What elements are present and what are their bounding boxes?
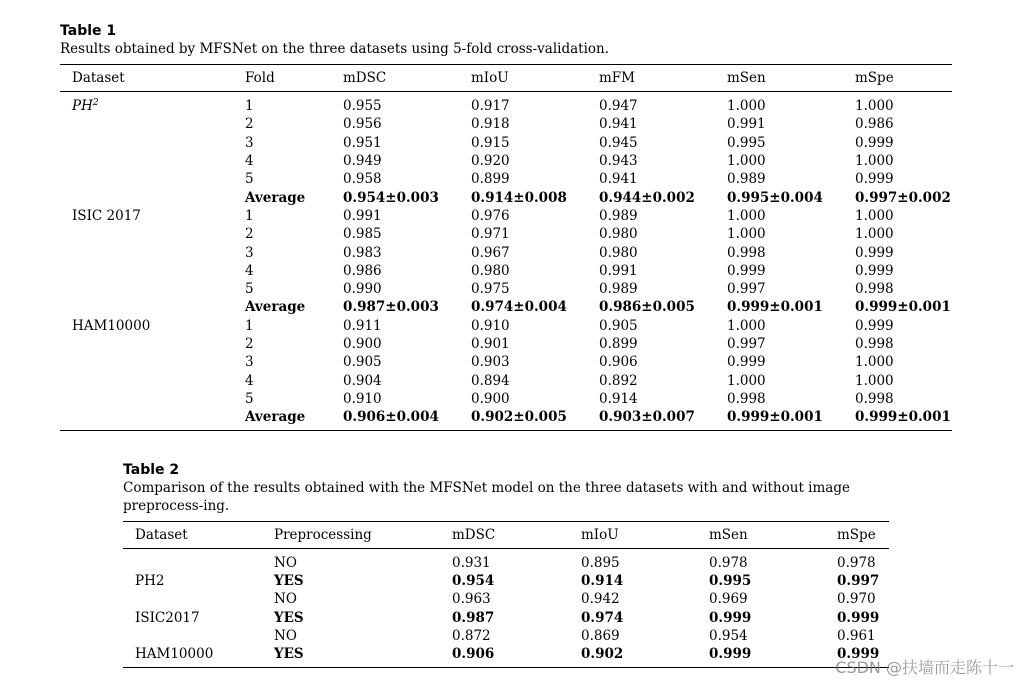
table-2-header-miou: mIoU — [569, 522, 697, 549]
fold-cell: Average — [233, 408, 331, 431]
metric-cell: 1.000 — [855, 207, 894, 224]
fold-cell: 4 — [245, 153, 254, 170]
table-1-dataset-cell — [60, 262, 233, 280]
metric-cell: 0.899 — [471, 171, 510, 188]
table-1-dataset-cell — [60, 115, 233, 133]
metric-cell: 0.944±0.002 — [599, 189, 695, 206]
table-1-header-row — [60, 65, 952, 92]
table-1-row — [60, 262, 952, 280]
metric-cell: 0.991 — [599, 262, 638, 279]
metric-cell: 0.997 — [837, 573, 880, 590]
metric-cell: 0.989 — [599, 207, 638, 224]
fold-cell: 5 — [245, 390, 254, 407]
fold-cell: 3 — [245, 354, 254, 371]
fold-cell: 3 — [245, 244, 254, 261]
table-1-dataset-cell — [60, 92, 233, 116]
metric-cell: 0.905 — [343, 354, 382, 371]
table-2-row — [123, 590, 889, 608]
metric-cell: 1.000 — [727, 98, 766, 115]
metric-cell: 0.975 — [471, 281, 510, 298]
metric-cell: 0.903 — [471, 354, 510, 371]
metric-cell: 0.969 — [709, 591, 748, 608]
table-1-dataset-cell — [60, 188, 233, 206]
table-1-row — [60, 335, 952, 353]
table-2-row — [123, 627, 889, 645]
metric-cell: 0.931 — [452, 555, 491, 572]
table-1-row — [60, 170, 952, 188]
metric-cell: 0.978 — [837, 555, 876, 572]
table-2-row — [123, 572, 889, 590]
metric-cell: 0.999 — [727, 354, 766, 371]
table-2-body — [123, 549, 889, 668]
metric-cell: 0.999±0.001 — [715, 408, 843, 431]
table-1-dataset-cell — [60, 390, 233, 408]
metric-cell: 0.991 — [343, 207, 382, 224]
metric-cell: 1.000 — [855, 98, 894, 115]
fold-cell: 5 — [245, 171, 254, 188]
metric-cell: 0.904 — [343, 372, 382, 389]
table-1-header-dataset: Dataset — [60, 65, 233, 92]
table-1-row — [60, 225, 952, 243]
metric-cell: 0.989 — [727, 171, 766, 188]
metric-cell: 0.900 — [343, 336, 382, 352]
metric-cell: 0.956 — [343, 116, 382, 133]
metric-cell: 0.918 — [471, 116, 510, 133]
metric-cell: 0.987 — [452, 609, 495, 626]
table-1-row — [60, 353, 952, 371]
metric-cell: 0.999 — [837, 609, 880, 626]
metric-cell: 0.901 — [471, 336, 510, 352]
metric-cell: 0.961 — [837, 627, 876, 644]
table-1-dataset-cell — [60, 317, 233, 335]
metric-cell: 0.999±0.001 — [855, 299, 951, 316]
metric-cell: 0.997 — [727, 281, 766, 298]
metric-cell: 1.000 — [727, 317, 766, 334]
table-1-dataset-cell — [60, 353, 233, 371]
fold-cell: 3 — [245, 134, 254, 151]
metric-cell: 0.910 — [471, 317, 510, 334]
metric-cell: 0.963 — [452, 591, 491, 608]
metric-cell: 0.999 — [855, 244, 894, 261]
metric-cell: 0.995±0.004 — [727, 189, 823, 206]
table-1-dataset-cell — [60, 280, 233, 298]
table-1-dataset-cell — [60, 170, 233, 188]
metric-cell: 0.917 — [471, 98, 510, 115]
metric-cell: 0.906±0.004 — [331, 408, 459, 431]
metric-cell: 0.941 — [599, 116, 638, 133]
table-2-header-mdsc: mDSC — [440, 522, 569, 549]
metric-cell: 0.967 — [471, 244, 510, 261]
metric-cell: 0.942 — [581, 591, 620, 608]
metric-cell: 0.906 — [599, 354, 638, 371]
table-1-row — [60, 115, 952, 133]
preprocessing-cell: YES — [274, 573, 304, 590]
table-2-dataset-cell: HAM10000 — [123, 645, 262, 668]
table-1 — [60, 22, 952, 431]
table-1-label: Table 1 — [60, 23, 117, 39]
metric-cell: 0.999 — [727, 262, 766, 279]
metric-cell: 0.911 — [343, 317, 382, 334]
metric-cell: 0.900 — [471, 390, 510, 407]
dataset-name: PH — [72, 98, 93, 115]
metric-cell: 0.990 — [343, 281, 382, 298]
table-1-header-mspe: mSpe — [843, 65, 952, 92]
fold-cell: 4 — [245, 372, 254, 389]
table-1-average-row — [60, 298, 952, 316]
metric-cell: 1.000 — [855, 354, 894, 371]
metric-cell: 0.945 — [599, 134, 638, 151]
table-1-row — [60, 134, 952, 152]
metric-cell: 0.998 — [855, 336, 894, 352]
metric-cell: 0.954±0.003 — [343, 189, 439, 206]
metric-cell: 0.899 — [599, 336, 638, 352]
metric-cell: 0.970 — [837, 591, 876, 608]
metric-cell: 0.947 — [599, 98, 638, 115]
metric-cell: 0.985 — [343, 226, 382, 243]
preprocessing-cell: YES — [262, 645, 440, 668]
fold-cell: Average — [245, 189, 306, 206]
metric-cell: 0.951 — [343, 134, 382, 151]
metric-cell: 0.920 — [471, 153, 510, 170]
metric-cell: 0.980 — [599, 244, 638, 261]
table-2-dataset-cell — [123, 627, 262, 645]
fold-cell: 1 — [245, 98, 254, 115]
metric-cell: 0.915 — [471, 134, 510, 151]
metric-cell: 0.995 — [709, 573, 752, 590]
metric-cell: 0.914±0.008 — [471, 189, 567, 206]
dataset-name: ISIC 2017 — [72, 207, 141, 224]
preprocessing-cell: NO — [274, 591, 297, 608]
table-1-average-row — [60, 408, 952, 431]
table-1-row — [60, 243, 952, 261]
metric-cell: 0.999 — [697, 645, 825, 668]
metric-cell: 0.971 — [471, 226, 510, 243]
metric-cell: 1.000 — [727, 153, 766, 170]
table-1-row — [60, 280, 952, 298]
metric-cell: 0.983 — [343, 244, 382, 261]
table-1-header-miou: mIoU — [459, 65, 587, 92]
table-1-dataset-cell — [60, 298, 233, 316]
metric-cell: 0.986 — [343, 262, 382, 279]
metric-cell: 0.958 — [343, 171, 382, 188]
table-2-dataset-cell — [123, 549, 262, 573]
metric-cell: 0.892 — [599, 372, 638, 389]
table-2-dataset-cell — [123, 590, 262, 608]
metric-cell: 0.914 — [599, 390, 638, 407]
table-1-average-row — [60, 188, 952, 206]
metric-cell: 0.954 — [709, 627, 748, 644]
metric-cell: 0.894 — [471, 372, 510, 389]
metric-cell: 0.902 — [569, 645, 697, 668]
table-2-header-preprocessing: Preprocessing — [262, 522, 440, 549]
metric-cell: 1.000 — [727, 372, 766, 389]
metric-cell: 0.941 — [599, 171, 638, 188]
metric-cell: 0.976 — [471, 207, 510, 224]
table-1-row — [60, 152, 952, 170]
dataset-name: HAM10000 — [72, 317, 151, 334]
table-2-header-row — [123, 522, 889, 549]
preprocessing-cell: NO — [274, 555, 297, 572]
table-1-row — [60, 390, 952, 408]
metric-cell: 0.986±0.005 — [599, 299, 695, 316]
fold-cell: 4 — [245, 262, 254, 279]
metric-cell: 0.895 — [581, 555, 620, 572]
fold-cell: 1 — [245, 207, 254, 224]
metric-cell: 0.998 — [727, 244, 766, 261]
table-1-row — [60, 371, 952, 389]
table-1-row — [60, 92, 952, 116]
table-1-caption: Results obtained by MFSNet on the three datasets using 5-fold cross-validation. — [60, 41, 610, 57]
fold-cell: 5 — [245, 281, 254, 298]
metric-cell: 0.980 — [471, 262, 510, 279]
table-1-dataset-cell — [60, 335, 233, 353]
metric-cell: 0.997±0.002 — [855, 189, 951, 206]
metric-cell: 0.906 — [440, 645, 569, 668]
metric-cell: 0.955 — [343, 98, 382, 115]
table-2-header-mspe: mSpe — [825, 522, 889, 549]
metric-cell: 0.999±0.001 — [727, 299, 823, 316]
table-1-dataset-cell — [60, 408, 233, 431]
metric-cell: 1.000 — [855, 372, 894, 389]
table-1-dataset-cell — [60, 225, 233, 243]
metric-cell: 0.998 — [727, 390, 766, 407]
metric-cell: 0.999 — [825, 645, 889, 668]
table-1-row — [60, 317, 952, 335]
metric-cell: 0.910 — [343, 390, 382, 407]
table-2-dataset-cell: PH2 — [135, 573, 165, 590]
metric-cell: 0.978 — [709, 555, 748, 572]
metric-cell: 0.991 — [727, 116, 766, 133]
metric-cell: 0.974 — [581, 609, 624, 626]
table-1-dataset-cell — [60, 243, 233, 261]
table-2 — [123, 461, 889, 668]
table-2-dataset-cell: ISIC2017 — [135, 609, 200, 626]
fold-cell: 1 — [245, 317, 254, 334]
table-2-label: Table 2 — [123, 462, 180, 478]
table-1-grid — [60, 64, 952, 431]
metric-cell: 0.999 — [855, 317, 894, 334]
watermark: CSDN @扶墙而走陈十一 — [835, 658, 1014, 677]
fold-cell: 2 — [245, 226, 254, 243]
table-2-row — [123, 549, 889, 573]
metric-cell: 0.902±0.005 — [459, 408, 587, 431]
table-1-header-mdsc: mDSC — [331, 65, 459, 92]
metric-cell: 0.914 — [581, 573, 624, 590]
metric-cell: 0.869 — [581, 627, 620, 644]
metric-cell: 0.872 — [452, 627, 491, 644]
fold-cell: Average — [245, 299, 306, 316]
table-1-dataset-cell — [60, 134, 233, 152]
table-2-row — [123, 645, 889, 668]
dataset-superscript: 2 — [92, 98, 99, 109]
metric-cell: 0.997 — [727, 336, 766, 352]
table-2-caption: Comparison of the results obtained with the MFSNet model on the three datasets with and without image preprocess-ing. — [123, 480, 850, 514]
table-1-header-msen: mSen — [715, 65, 843, 92]
metric-cell: 1.000 — [855, 153, 894, 170]
table-2-header-msen: mSen — [697, 522, 825, 549]
metric-cell: 0.999±0.001 — [843, 408, 952, 431]
metric-cell: 0.999 — [855, 134, 894, 151]
table-1-dataset-cell — [60, 207, 233, 225]
metric-cell: 0.998 — [855, 390, 894, 407]
metric-cell: 1.000 — [727, 207, 766, 224]
table-1-body — [60, 92, 952, 431]
metric-cell: 0.998 — [855, 281, 894, 298]
table-2-header-dataset: Dataset — [123, 522, 262, 549]
metric-cell: 0.989 — [599, 281, 638, 298]
metric-cell: 0.987±0.003 — [343, 299, 439, 316]
table-1-header-mfm: mFM — [587, 65, 715, 92]
fold-cell: 2 — [245, 116, 254, 133]
metric-cell: 0.995 — [727, 134, 766, 151]
metric-cell: 1.000 — [727, 226, 766, 243]
metric-cell: 0.949 — [343, 153, 382, 170]
metric-cell: 0.943 — [599, 153, 638, 170]
table-1-row — [60, 207, 952, 225]
table-2-grid — [123, 521, 889, 668]
metric-cell: 0.986 — [855, 116, 894, 133]
metric-cell: 1.000 — [855, 226, 894, 243]
metric-cell: 0.905 — [599, 317, 638, 334]
metric-cell: 0.999 — [709, 609, 752, 626]
table-2-row — [123, 609, 889, 627]
fold-cell: 2 — [245, 336, 254, 352]
metric-cell: 0.980 — [599, 226, 638, 243]
table-1-dataset-cell — [60, 152, 233, 170]
metric-cell: 0.974±0.004 — [471, 299, 567, 316]
metric-cell: 0.999 — [855, 171, 894, 188]
table-1-header-fold: Fold — [233, 65, 331, 92]
preprocessing-cell: YES — [274, 609, 304, 626]
metric-cell: 0.999 — [855, 262, 894, 279]
preprocessing-cell: NO — [274, 627, 297, 644]
metric-cell: 0.954 — [452, 573, 495, 590]
metric-cell: 0.903±0.007 — [587, 408, 715, 431]
table-1-dataset-cell — [60, 371, 233, 389]
